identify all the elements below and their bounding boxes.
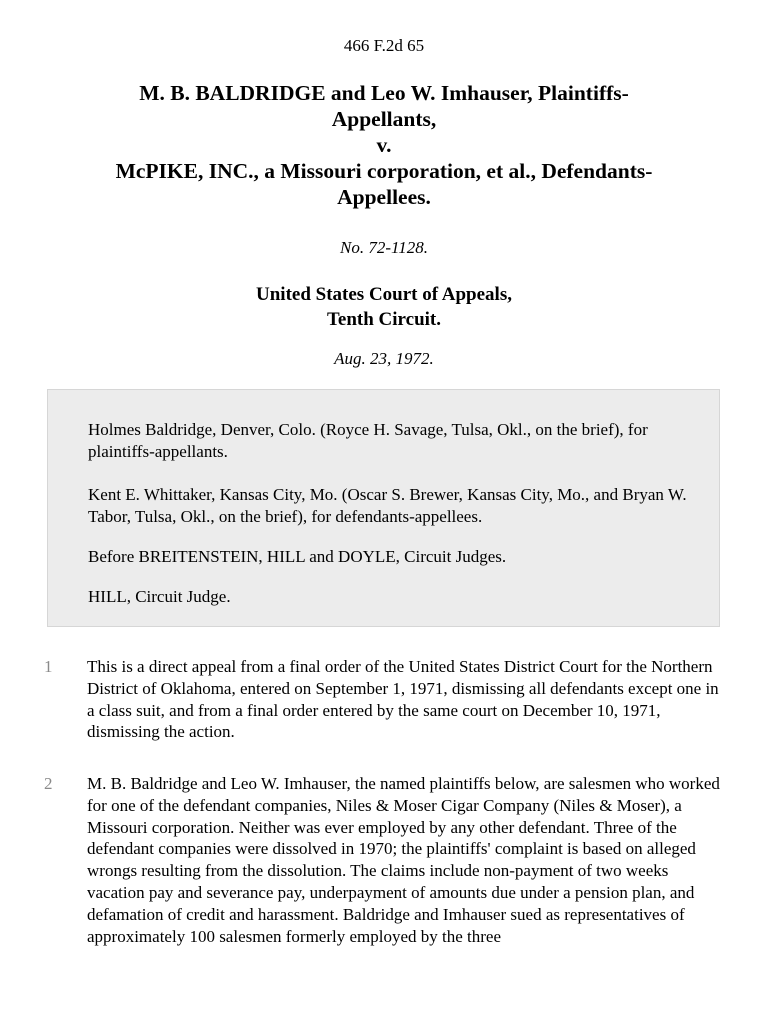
counsel-appellants: Holmes Baldridge, Denver, Colo. (Royce H. Savage, Tulsa, Okl., on the brief), for plaintiffs-appellants.: [88, 420, 648, 461]
court-name: [0, 282, 768, 332]
paragraph-text: This is a direct appeal from a final order of the United States District Court for the Northern District of Oklahoma, entered on September 1, 1971, dismissing all defendants except one in a class suit, and from a final order entered by the same court on December 10, 1971, dismissing the action.: [87, 657, 719, 742]
case-caption: [60, 80, 708, 210]
case-citation: 466 F.2d 65: [343, 36, 425, 55]
caption-line: McPIKE, INC., a Missouri corporation, et al., Defendants-: [115, 159, 653, 183]
counsel-appellees: Kent E. Whittaker, Kansas City, Mo. (Oscar S. Brewer, Kansas City, Mo., and Bryan W. Tabor, Tulsa, Okl., on the brief), for defendants-appellees.: [88, 485, 687, 526]
opinion-author: HILL, Circuit Judge.: [88, 587, 231, 606]
paragraph-text: M. B. Baldridge and Leo W. Imhauser, the named plaintiffs below, are salesmen who worked for one of the defendant companies, Niles & Moser Cigar Company (Niles & Moser), a Missouri corporation. Neither was ever employed by any other defendant. Three of the defendant companies were dissolved in 1970; the plaintiffs' complaint is based on alleged wrongs resulting from the dissolution. The claims include non-payment of two weeks vacation pay and severance pay, underpayment of amounts due under a pension plan, and defamation of credit and harassment. Baldridge and Imhauser sued as representatives of approximately 100 salesmen formerly employed by the three: [87, 774, 720, 946]
decision-date: Aug. 23, 1972.: [334, 349, 434, 368]
panel-judges: Before BREITENSTEIN, HILL and DOYLE, Circuit Judges.: [88, 547, 507, 566]
court-line: United States Court of Appeals,: [256, 284, 512, 305]
court-line: Tenth Circuit.: [326, 309, 442, 330]
caption-line: Appellants,: [331, 107, 437, 131]
paragraph-number: 1: [44, 657, 53, 676]
caption-line: M. B. BALDRIDGE and Leo W. Imhauser, Plaintiffs-: [139, 81, 629, 105]
caption-line: Appellees.: [337, 185, 431, 209]
docket-number: No. 72-1128.: [340, 238, 428, 257]
counsel-section: [47, 389, 720, 627]
caption-line: v.: [376, 133, 392, 157]
paragraph-number: 2: [44, 774, 53, 793]
